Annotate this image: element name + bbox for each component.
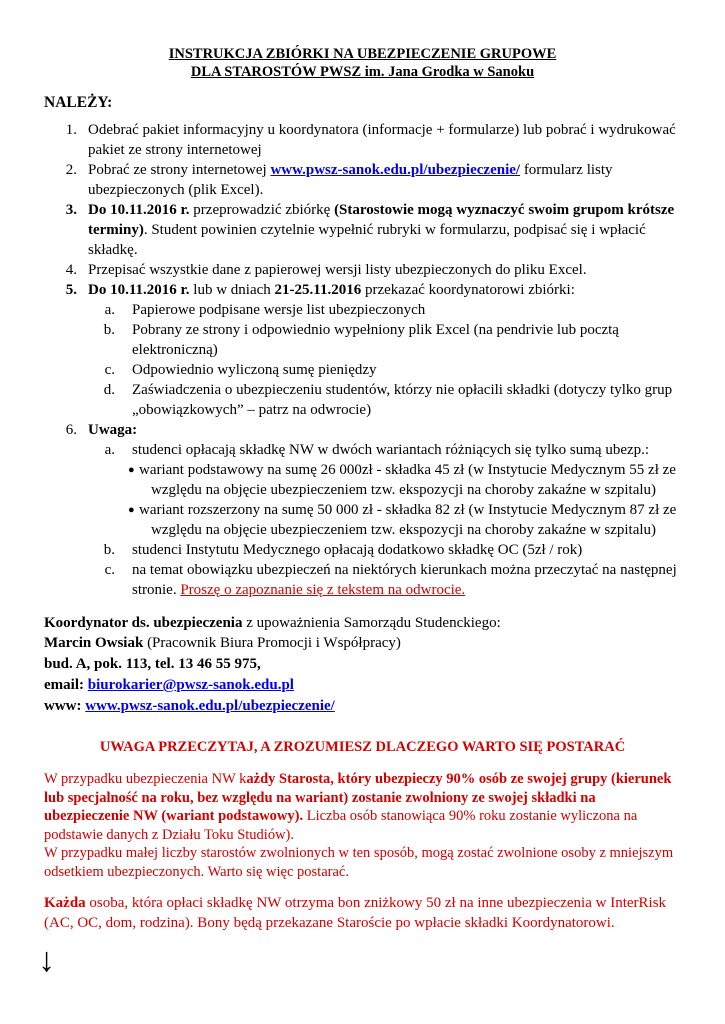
item-6a-label: a. xyxy=(104,442,115,458)
notice-p1-rest: Liczba osób stanowiąca 90% roku zostanie wyliczona na xyxy=(306,808,638,824)
coordinator-name-line xyxy=(44,633,401,653)
notice-p1-line-3 xyxy=(44,807,637,826)
item-1-line-1: Odebrać pakiet informacyjny u koordynatora (informacje + formularze) lub pobrać i wydrukować xyxy=(88,122,676,138)
notice-p3-rest: osoba, która opłaci składkę NW otrzyma bon zniżkowy 50 zł na inne ubezpieczenia w InterRisk xyxy=(89,895,667,911)
notice-p3-line-1 xyxy=(44,893,666,913)
item-1-line-2: pakiet ze strony internetowej xyxy=(88,142,262,158)
item-6c-line-1: na temat obowiązku ubezpieczeń na niektórych kierunkach można przeczytać na następnej xyxy=(132,562,677,578)
item-6c-label: c. xyxy=(104,562,115,578)
item-6a-text: studenci opłacają składkę NW w dwóch wariantach różniących się tylko sumą ubezp.: xyxy=(132,442,650,458)
item-5b-line-1: Pobrany ze strony i odpowiednio wypełniony plik Excel (na pendrivie lub pocztą xyxy=(132,322,619,338)
www-link[interactable]: www.pwsz-sanok.edu.pl/ubezpieczenie/ xyxy=(85,698,335,714)
notice-p1-bold: ażdy Starosta, który ubezpieczy 90% osób ze swojej grupy (kierunek xyxy=(246,771,672,787)
item-2-number: 2. xyxy=(65,162,77,178)
arrow-down-icon: ↓ xyxy=(38,942,55,979)
coordinator-label: Koordynator ds. ubezpieczenia xyxy=(44,615,243,631)
item-3-bold-terms: terminy) xyxy=(88,222,144,238)
item-6c-line-2 xyxy=(132,580,465,600)
item-3-date: Do 10.11.2016 r. xyxy=(88,202,190,218)
item-5-text-1: lub w dniach xyxy=(193,282,271,298)
item-5a-label: a. xyxy=(104,302,115,318)
notice-p1-line-4: podstawie danych z Działu Toku Studiów). xyxy=(44,826,295,843)
notice-p3-bold: Każda xyxy=(44,895,86,911)
bullet-2-line-2: względu na objęcie ubezpieczeniem tzw. ekspozycji na choroby zakaźne w szpitalu) xyxy=(151,522,657,538)
item-3-text-2: . Student powinien czytelnie wypełnić rubryki w formularzu, podpisać się i wpłacić xyxy=(143,222,646,238)
item-4-line-1: Przepisać wszystkie dane z papierowej wersji listy ubezpieczonych do pliku Excel. xyxy=(88,262,587,278)
coordinator-line xyxy=(44,613,501,633)
item-6b-text: studenci Instytutu Medycznego opłacają dodatkowo składkę OC (5zł / rok) xyxy=(132,542,583,558)
item-5-date-2: 21-25.11.2016 xyxy=(274,282,362,298)
bullet-1-line-1: wariant podstawowy na sumę 26 000zł - składka 45 zł (w Instytucie Medycznym 55 zł ze xyxy=(139,462,676,478)
odwrocie-note: Proszę o zapoznanie się z tekstem na odwrocie. xyxy=(180,582,466,598)
bullet-1-line-2: względu na objęcie ubezpieczeniem tzw. ekspozycji na choroby zakaźne w szpitalu) xyxy=(151,482,657,498)
item-4-number: 4. xyxy=(65,262,77,278)
item-5c-text: Odpowiednio wyliczoną sumę pieniędzy xyxy=(132,362,377,378)
item-6-label: Uwaga: xyxy=(88,422,138,438)
heading-nalezy: NALEŻY: xyxy=(44,94,113,111)
item-5d-line-1: Zaświadczenia o ubezpieczeniu studentów, którzy nie opłacili składki (dotyczy tylko grup xyxy=(132,382,673,398)
item-5b-label: b. xyxy=(103,322,115,338)
bullet-2-line-1: wariant rozszerzony na sumę 50 000 zł - składka 82 zł (w Instytucie Medycznym 87 zł ze xyxy=(139,502,677,518)
www-line xyxy=(44,696,335,716)
item-3-line-2 xyxy=(88,220,646,240)
www-label: www: xyxy=(44,698,82,714)
item-2-line-2: ubezpieczonych (plik Excel). xyxy=(88,182,264,198)
email-link[interactable]: biurokarier@pwsz-sanok.edu.pl xyxy=(87,677,294,693)
notice-p3-line-2: (AC, OC, dom, rodzina). Bony będą przekazane Staroście po wpłacie składki Koordynatorowi. xyxy=(44,915,615,931)
email-label: email: xyxy=(44,677,84,693)
coordinator-rest: z upoważnienia Samorządu Studenckiego: xyxy=(246,615,501,631)
item-5d-label: d. xyxy=(103,382,115,398)
item-6c-text: stronie. xyxy=(132,582,177,598)
bullet-2-icon: ● xyxy=(128,504,135,516)
item-5b-line-2: elektroniczną) xyxy=(132,342,218,358)
item-6-number: 6. xyxy=(65,422,77,438)
item-3-number: 3. xyxy=(65,202,77,218)
title-line-1: INSTRUKCJA ZBIÓRKI NA UBEZPIECZENIE GRUPOWE xyxy=(168,46,557,62)
item-5a-text: Papierowe podpisane wersje list ubezpieczonych xyxy=(132,302,426,318)
notice-p1-bold-2: ubezpieczenie NW (wariant podstawowy). xyxy=(44,808,304,824)
notice-p1-line-1 xyxy=(44,770,671,789)
notice-p2-line-2: odsetkiem ubezpieczonych. Warto się więc postarać. xyxy=(44,863,349,880)
bullet-1-icon: ● xyxy=(128,464,135,476)
item-1-number: 1. xyxy=(65,122,77,138)
item-5-text-2: przekazać koordynatorowi zbiórki: xyxy=(364,282,575,298)
item-3-line-1 xyxy=(88,200,674,220)
notice-p2-line-1: W przypadku małej liczby starostów zwolnionych w ten sposób, mogą zostać zwolnione osoby z mniejszym xyxy=(44,845,674,861)
notice-heading: UWAGA PRZECZYTAJ, A ZROZUMIESZ DLACZEGO WARTO SIĘ POSTARAĆ xyxy=(99,739,626,755)
item-5-date-1: Do 10.11.2016 r. xyxy=(88,282,190,298)
item-3-text: przeprowadzić zbiórkę xyxy=(193,202,331,218)
email-line xyxy=(44,675,294,695)
coordinator-name: Marcin Owsiak xyxy=(44,635,144,651)
coordinator-position: (Pracownik Biura Promocji i Współpracy) xyxy=(147,635,401,651)
item-2-text-post: formularz listy xyxy=(523,162,613,178)
ubezpieczenie-link[interactable]: www.pwsz-sanok.edu.pl/ubezpieczenie/ xyxy=(270,162,521,178)
item-5d-line-2: „obowiązkowych” – patrz na odwrocie) xyxy=(132,402,372,418)
item-3-line-3: składkę. xyxy=(88,242,138,258)
item-5-line-1 xyxy=(88,280,575,300)
notice-p1-pre: W przypadku ubezpieczenia NW k xyxy=(44,771,247,787)
item-3-bold-note: (Starostowie mogą wyznaczyć swoim grupom krótsze xyxy=(334,202,675,218)
item-6b-label: b. xyxy=(103,542,115,558)
notice-p1-line-2: lub specjalność na roku, bez względu na wariant) zostanie zwolniony ze swojej składki na xyxy=(44,789,596,806)
item-5c-label: c. xyxy=(104,362,115,378)
office-line: bud. A, pok. 113, tel. 13 46 55 975, xyxy=(44,656,261,672)
item-2-text: Pobrać ze strony internetowej xyxy=(88,162,267,178)
item-5-number: 5. xyxy=(65,282,77,298)
title-line-2: DLA STAROSTÓW PWSZ im. Jana Grodka w Sanoku xyxy=(190,64,535,80)
item-2-line-1 xyxy=(88,160,613,180)
